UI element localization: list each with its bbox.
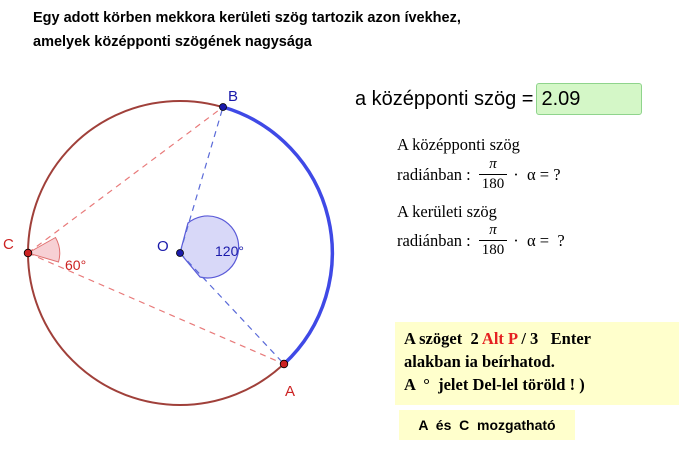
central-angle-input[interactable] (536, 83, 642, 115)
instruction-note (395, 322, 679, 405)
inscribed-angle-value: 60° (65, 257, 87, 273)
inscribed-fraction-num: π (489, 222, 497, 238)
point-A[interactable] (280, 360, 288, 368)
central-arc (223, 107, 332, 364)
inscribed-fraction-den: 180 (479, 240, 508, 259)
note-line-3: A ° jelet Del-lel töröld ! ) (404, 375, 585, 394)
note-line-1b: Alt P (481, 329, 518, 348)
note-line-2: alakban ia beírhatod. (404, 352, 555, 371)
label-A: A (285, 383, 296, 400)
label-C: C (3, 236, 14, 253)
central-tail: · α = ? (513, 164, 561, 184)
central-angle-input-label: a középponti szög = (355, 87, 534, 110)
central-angle-input-row (355, 82, 642, 116)
note-line-1a: A szöget 2 (404, 329, 482, 348)
label-O: O (157, 238, 169, 255)
central-fraction-den: 180 (479, 174, 508, 193)
inscribed-fraction (479, 222, 508, 259)
task-line-2: amelyek középponti szögének nagysága (33, 34, 312, 50)
note-line-1c: / 3 Enter (517, 329, 592, 348)
task-line-1: Egy adott körben mekkora kerületi szög tartozik azon ívekhez, (33, 10, 461, 26)
central-angle-value: 120° (215, 243, 244, 259)
point-C[interactable] (24, 249, 32, 257)
inscribed-tail: · α = ? (513, 230, 565, 250)
inscribed-prefix: radiánban : (397, 230, 471, 250)
central-fraction-num: π (489, 156, 497, 172)
central-heading: A középponti szög (397, 135, 520, 154)
inscribed-heading: A kerületi szög (397, 202, 497, 221)
central-prefix: radiánban : (397, 164, 471, 184)
point-B (220, 104, 227, 111)
central-fraction (479, 156, 508, 193)
radius-OA (180, 253, 284, 364)
movable-points-hint: A és C mozgatható (399, 410, 575, 440)
note-line-1 (404, 327, 679, 350)
inscribed-formula (397, 222, 565, 259)
label-B: B (228, 88, 239, 105)
central-formula (397, 156, 561, 193)
point-O (177, 250, 184, 257)
